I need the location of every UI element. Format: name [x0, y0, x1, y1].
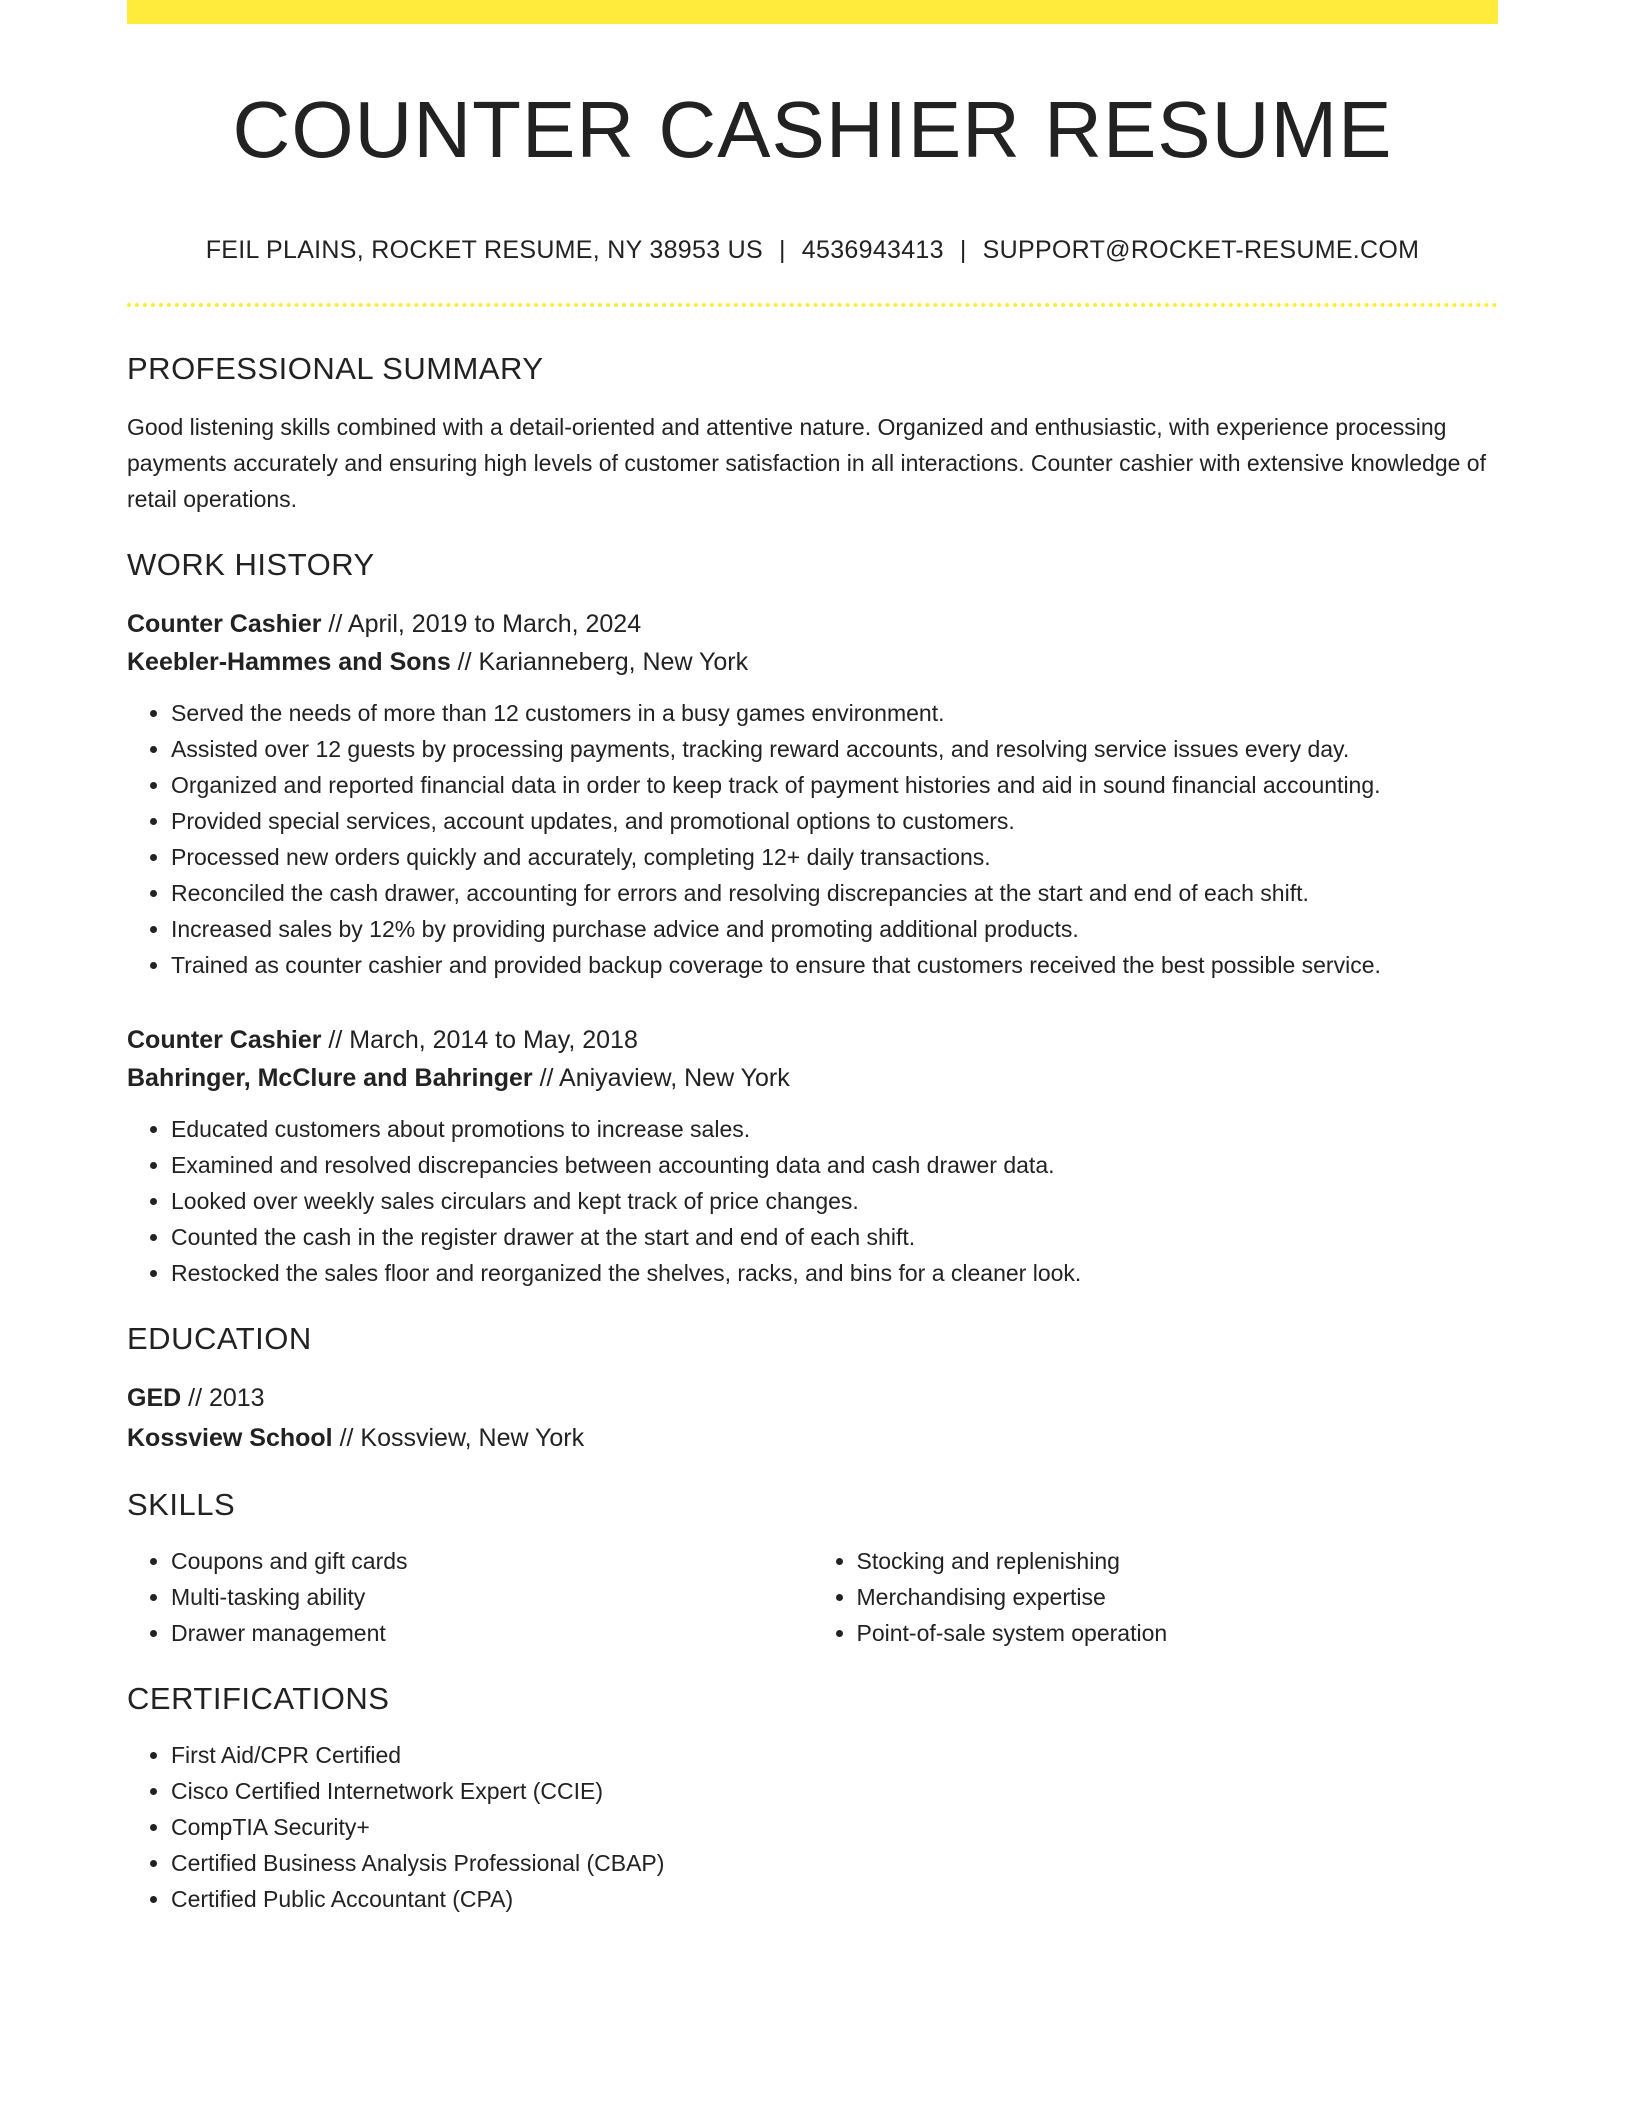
job-bullet: • Educated customers about promotions to increase sales.: [171, 1111, 1498, 1147]
skill-item: • Stocking and replenishing: [857, 1543, 1499, 1579]
job-role: Counter Cashier: [127, 610, 322, 638]
skill-item: • Multi-tasking ability: [171, 1579, 813, 1615]
skills-list-left: [127, 1543, 813, 1651]
education-school: Kossview School: [127, 1424, 333, 1452]
section-title-skills: SKILLS: [127, 1487, 236, 1522]
job-bullet: • Trained as counter cashier and provided backup coverage to ensure that customers received the best possible service.: [171, 947, 1498, 983]
job-header: [127, 1021, 1498, 1097]
job-role-line: [127, 1021, 1498, 1059]
job-header: [127, 605, 1498, 681]
job-company-line: [127, 1059, 1498, 1097]
education-school-line: [127, 1419, 1498, 1457]
skills-grid: [127, 1543, 1498, 1651]
contact-line: [127, 236, 1498, 265]
job-location: // Aniyaview, New York: [532, 1064, 790, 1092]
contact-phone: 4536943413: [801, 236, 944, 264]
education-year: // 2013: [181, 1384, 265, 1412]
certification-item: • Cisco Certified Internetwork Expert (CCIE): [171, 1773, 1498, 1809]
job-role: Counter Cashier: [127, 1026, 322, 1054]
contact-separator: |: [959, 236, 967, 264]
section-title-education: EDUCATION: [127, 1321, 312, 1356]
section-title-certifications: CERTIFICATIONS: [127, 1681, 390, 1716]
job-bullet: • Examined and resolved discrepancies between accounting data and cash drawer data.: [171, 1147, 1498, 1183]
job-bullet: • Assisted over 12 guests by processing payments, tracking reward accounts, and resolving service issues every day.: [171, 731, 1498, 767]
job-company-line: [127, 643, 1498, 681]
job-bullets: [127, 1111, 1498, 1291]
contact-address: FEIL PLAINS, ROCKET RESUME, NY 38953 US: [205, 236, 763, 264]
resume-page: [127, 0, 1498, 1917]
job-bullets: [127, 695, 1498, 983]
top-accent-bar: [127, 0, 1498, 24]
job-role-line: [127, 605, 1498, 643]
job-dates: // March, 2014 to May, 2018: [321, 1026, 638, 1054]
job-company: Bahringer, McClure and Bahringer: [127, 1064, 533, 1092]
skill-item: • Coupons and gift cards: [171, 1543, 813, 1579]
certifications-list: [127, 1737, 1498, 1917]
skill-item: • Point-of-sale system operation: [857, 1615, 1499, 1651]
job-bullet: • Restocked the sales floor and reorganized the shelves, racks, and bins for a cleaner look.: [171, 1255, 1498, 1291]
job-bullet: • Reconciled the cash drawer, accounting for errors and resolving discrepancies at the start and end of each shift.: [171, 875, 1498, 911]
education-location: // Kossview, New York: [332, 1424, 585, 1452]
job-bullet: • Looked over weekly sales circulars and kept track of price changes.: [171, 1183, 1498, 1219]
education-degree-line: [127, 1379, 1498, 1417]
contact-email: SUPPORT@ROCKET-RESUME.COM: [982, 236, 1420, 264]
skill-item: • Merchandising expertise: [857, 1579, 1499, 1615]
job-location: // Karianneberg, New York: [450, 648, 749, 676]
skill-item: • Drawer management: [171, 1615, 813, 1651]
job-dates: // April, 2019 to March, 2024: [321, 610, 642, 638]
job-bullet: • Provided special services, account updates, and promotional options to customers.: [171, 803, 1498, 839]
education-degree: GED: [127, 1384, 182, 1412]
job-bullet: • Counted the cash in the register drawer at the start and end of each shift.: [171, 1219, 1498, 1255]
summary-text: Good listening skills combined with a detail-oriented and attentive nature. Organized and enthusiastic, with experience processing payments accurately and ensuring high levels of customer satisfaction in all interactions. Counter cashier with extensive knowledge of retail operations.: [127, 414, 1486, 512]
certification-item: • Certified Business Analysis Professional (CBAP): [171, 1845, 1498, 1881]
job-bullet: • Processed new orders quickly and accurately, completing 12+ daily transactions.: [171, 839, 1498, 875]
job-bullet: • Served the needs of more than 12 customers in a busy games environment.: [171, 695, 1498, 731]
job-bullet: • Organized and reported financial data in order to keep track of payment histories and aid in sound financial accounting.: [171, 767, 1498, 803]
contact-separator: |: [779, 236, 786, 264]
job-company: Keebler-Hammes and Sons: [127, 648, 451, 676]
education-entry: [127, 1379, 1498, 1457]
job-bullet: • Increased sales by 12% by providing purchase advice and promoting additional products.: [171, 911, 1498, 947]
certification-item: • Certified Public Accountant (CPA): [171, 1881, 1498, 1917]
certification-item: • CompTIA Security+: [171, 1809, 1498, 1845]
skills-list-right: [813, 1543, 1499, 1651]
certification-item: • First Aid/CPR Certified: [171, 1737, 1498, 1773]
dotted-divider: [127, 303, 1498, 307]
resume-title: COUNTER CASHIER RESUME: [232, 85, 1393, 174]
section-title-summary: PROFESSIONAL SUMMARY: [127, 351, 544, 386]
section-title-work-history: WORK HISTORY: [127, 547, 375, 582]
